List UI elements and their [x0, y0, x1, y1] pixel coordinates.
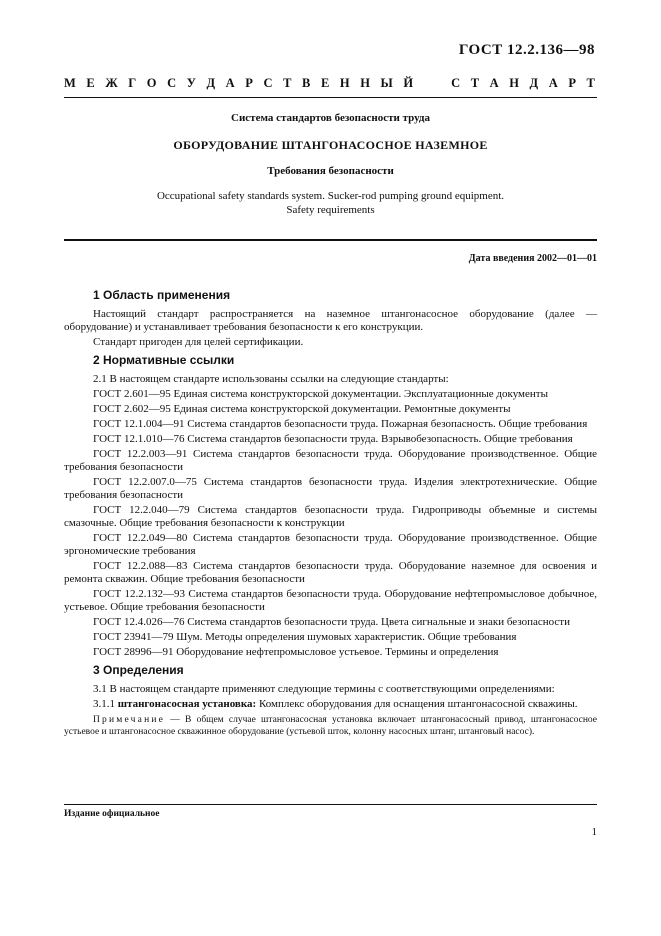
banner-letter: А — [225, 76, 235, 90]
note-label: Примечание — [93, 715, 166, 725]
reference-item: ГОСТ 12.2.049—80 Система стандартов безопасности труда. Оборудование производственное. Общие эргономические требования — [64, 532, 597, 557]
top-rule — [64, 97, 597, 98]
banner-letter: Д — [529, 76, 539, 90]
reference-item: ГОСТ 12.2.088—83 Система стандартов безопасности труда. Оборудование наземное для освоения и ремонта скважин. Общие требования безопасности — [64, 560, 597, 585]
banner-letter: С — [167, 76, 177, 90]
banner-letter: Г — [128, 76, 137, 90]
banner-letter: Т — [470, 76, 480, 90]
banner-letter — [424, 76, 427, 91]
banner-letter — [437, 76, 440, 91]
document-body — [64, 284, 597, 738]
reference-item: ГОСТ 12.4.026—76 Система стандартов безопасности труда. Цвета сигнальные и знаки безопасности — [93, 616, 570, 628]
section2-heading: 2 Нормативные ссылки — [93, 353, 235, 367]
banner-letter: Т — [283, 76, 292, 90]
reference-item: ГОСТ 12.1.004—91 Система стандартов безопасности труда. Пожарная безопасность. Общие требования — [93, 418, 588, 430]
banner-letter: С — [263, 76, 273, 90]
introduction-date: Дата введения 2002—01—01 — [468, 253, 597, 264]
section1-paragraph1: Настоящий стандарт распространяется на наземное штангонасосное оборудование (далее — оборудование) и устанавливает требования безопасности к его конструкции. — [64, 308, 597, 333]
banner-letter: А — [548, 76, 558, 90]
english-title-line2: Safety requirements — [286, 204, 375, 216]
term-definition — [64, 698, 597, 711]
note — [64, 715, 597, 738]
banner-letter: Д — [206, 76, 216, 90]
section3-paragraph1: 3.1 В настоящем стандарте применяют следующие термины с соответствующими определениями: — [93, 683, 555, 695]
banner-letter: Е — [86, 76, 95, 90]
banner-letter: Т — [586, 76, 595, 90]
reference-item: ГОСТ 28996—91 Оборудование нефтепромысловое устьевое. Термины и определения — [93, 646, 499, 658]
banner-letter: А — [489, 76, 499, 90]
interstate-standard-banner — [64, 76, 595, 91]
english-title-line1: Occupational safety standards system. Sucker-rod pumping ground equipment. — [156, 190, 505, 202]
banner-letter: Й — [403, 76, 414, 90]
banner-letter: С — [451, 76, 461, 90]
reference-item: ГОСТ 23941—79 Шум. Методы определения шумовых характеристик. Общие требования — [93, 631, 517, 643]
banner-letter: М — [64, 76, 76, 90]
footer-rule — [64, 804, 597, 805]
page-number: 1 — [591, 826, 597, 838]
document-title: ОБОРУДОВАНИЕ ШТАНГОНАСОСНОЕ НАЗЕМНОЕ — [173, 138, 488, 152]
banner-letter: Ы — [380, 76, 393, 90]
system-title: Система стандартов безопасности труда — [231, 112, 430, 124]
banner-letter: Н — [339, 76, 350, 90]
reference-item: ГОСТ 12.1.010—76 Система стандартов безопасности труда. Взрывобезопасность. Общие требования — [93, 433, 573, 445]
official-edition-label: Издание официальное — [64, 809, 160, 819]
gost-code: ГОСТ 12.2.136—98 — [458, 42, 595, 58]
banner-letter: Р — [568, 76, 576, 90]
banner-letter: У — [186, 76, 196, 90]
term-number: 3.1.1 — [93, 698, 115, 710]
reference-item: ГОСТ 2.602—95 Единая система конструкторской документации. Ремонтные документы — [93, 403, 511, 415]
section1-heading: 1 Область применения — [93, 288, 231, 302]
title-rule — [64, 239, 597, 241]
document-subtitle: Требования безопасности — [267, 165, 394, 177]
banner-letter: Р — [245, 76, 253, 90]
reference-item: ГОСТ 12.2.007.0—75 Система стандартов безопасности труда. Изделия электротехнические. Общие требования безопасности — [64, 476, 597, 501]
reference-item: ГОСТ 12.2.003—91 Система стандартов безопасности труда. Оборудование производственное. Общие требования безопасности — [64, 448, 597, 473]
banner-letter: Н — [509, 76, 519, 90]
banner-letter: О — [146, 76, 157, 90]
banner-letter: Н — [360, 76, 370, 90]
section3-heading: 3 Определения — [93, 663, 184, 677]
note-text: — В общем случае штангонасосная установка включает штангонасосный привод, штангонасосное устьевое и штангонасосное скважинное оборудование (устьевой шток, колонну насосных штанг, штанговый насос). — [64, 715, 597, 737]
english-title — [64, 189, 597, 217]
banner-letter: Е — [320, 76, 330, 90]
term-text: Комплекс оборудования для оснащения штангонасосной скважины. — [258, 698, 578, 710]
banner-letter: Ж — [105, 76, 118, 90]
reference-item: ГОСТ 12.2.132—93 Система стандартов безопасности труда. Оборудование нефтепромысловое добычное, устьевое. Общие требования безопасности — [64, 588, 597, 613]
section1-paragraph2: Стандарт пригоден для целей сертификации. — [93, 336, 304, 348]
section2-intro: 2.1 В настоящем стандарте использованы ссылки на следующие стандарты: — [93, 373, 449, 385]
banner-letter: В — [302, 76, 311, 90]
term-name: штангонасосная установка: — [117, 698, 257, 710]
reference-item: ГОСТ 2.601—95 Единая система конструкторской документации. Эксплуатационные документы — [93, 388, 548, 400]
reference-item: ГОСТ 12.2.040—79 Система стандартов безопасности труда. Гидроприводы объемные и системы смазочные. Общие требования безопасности к конструкции — [64, 504, 597, 529]
